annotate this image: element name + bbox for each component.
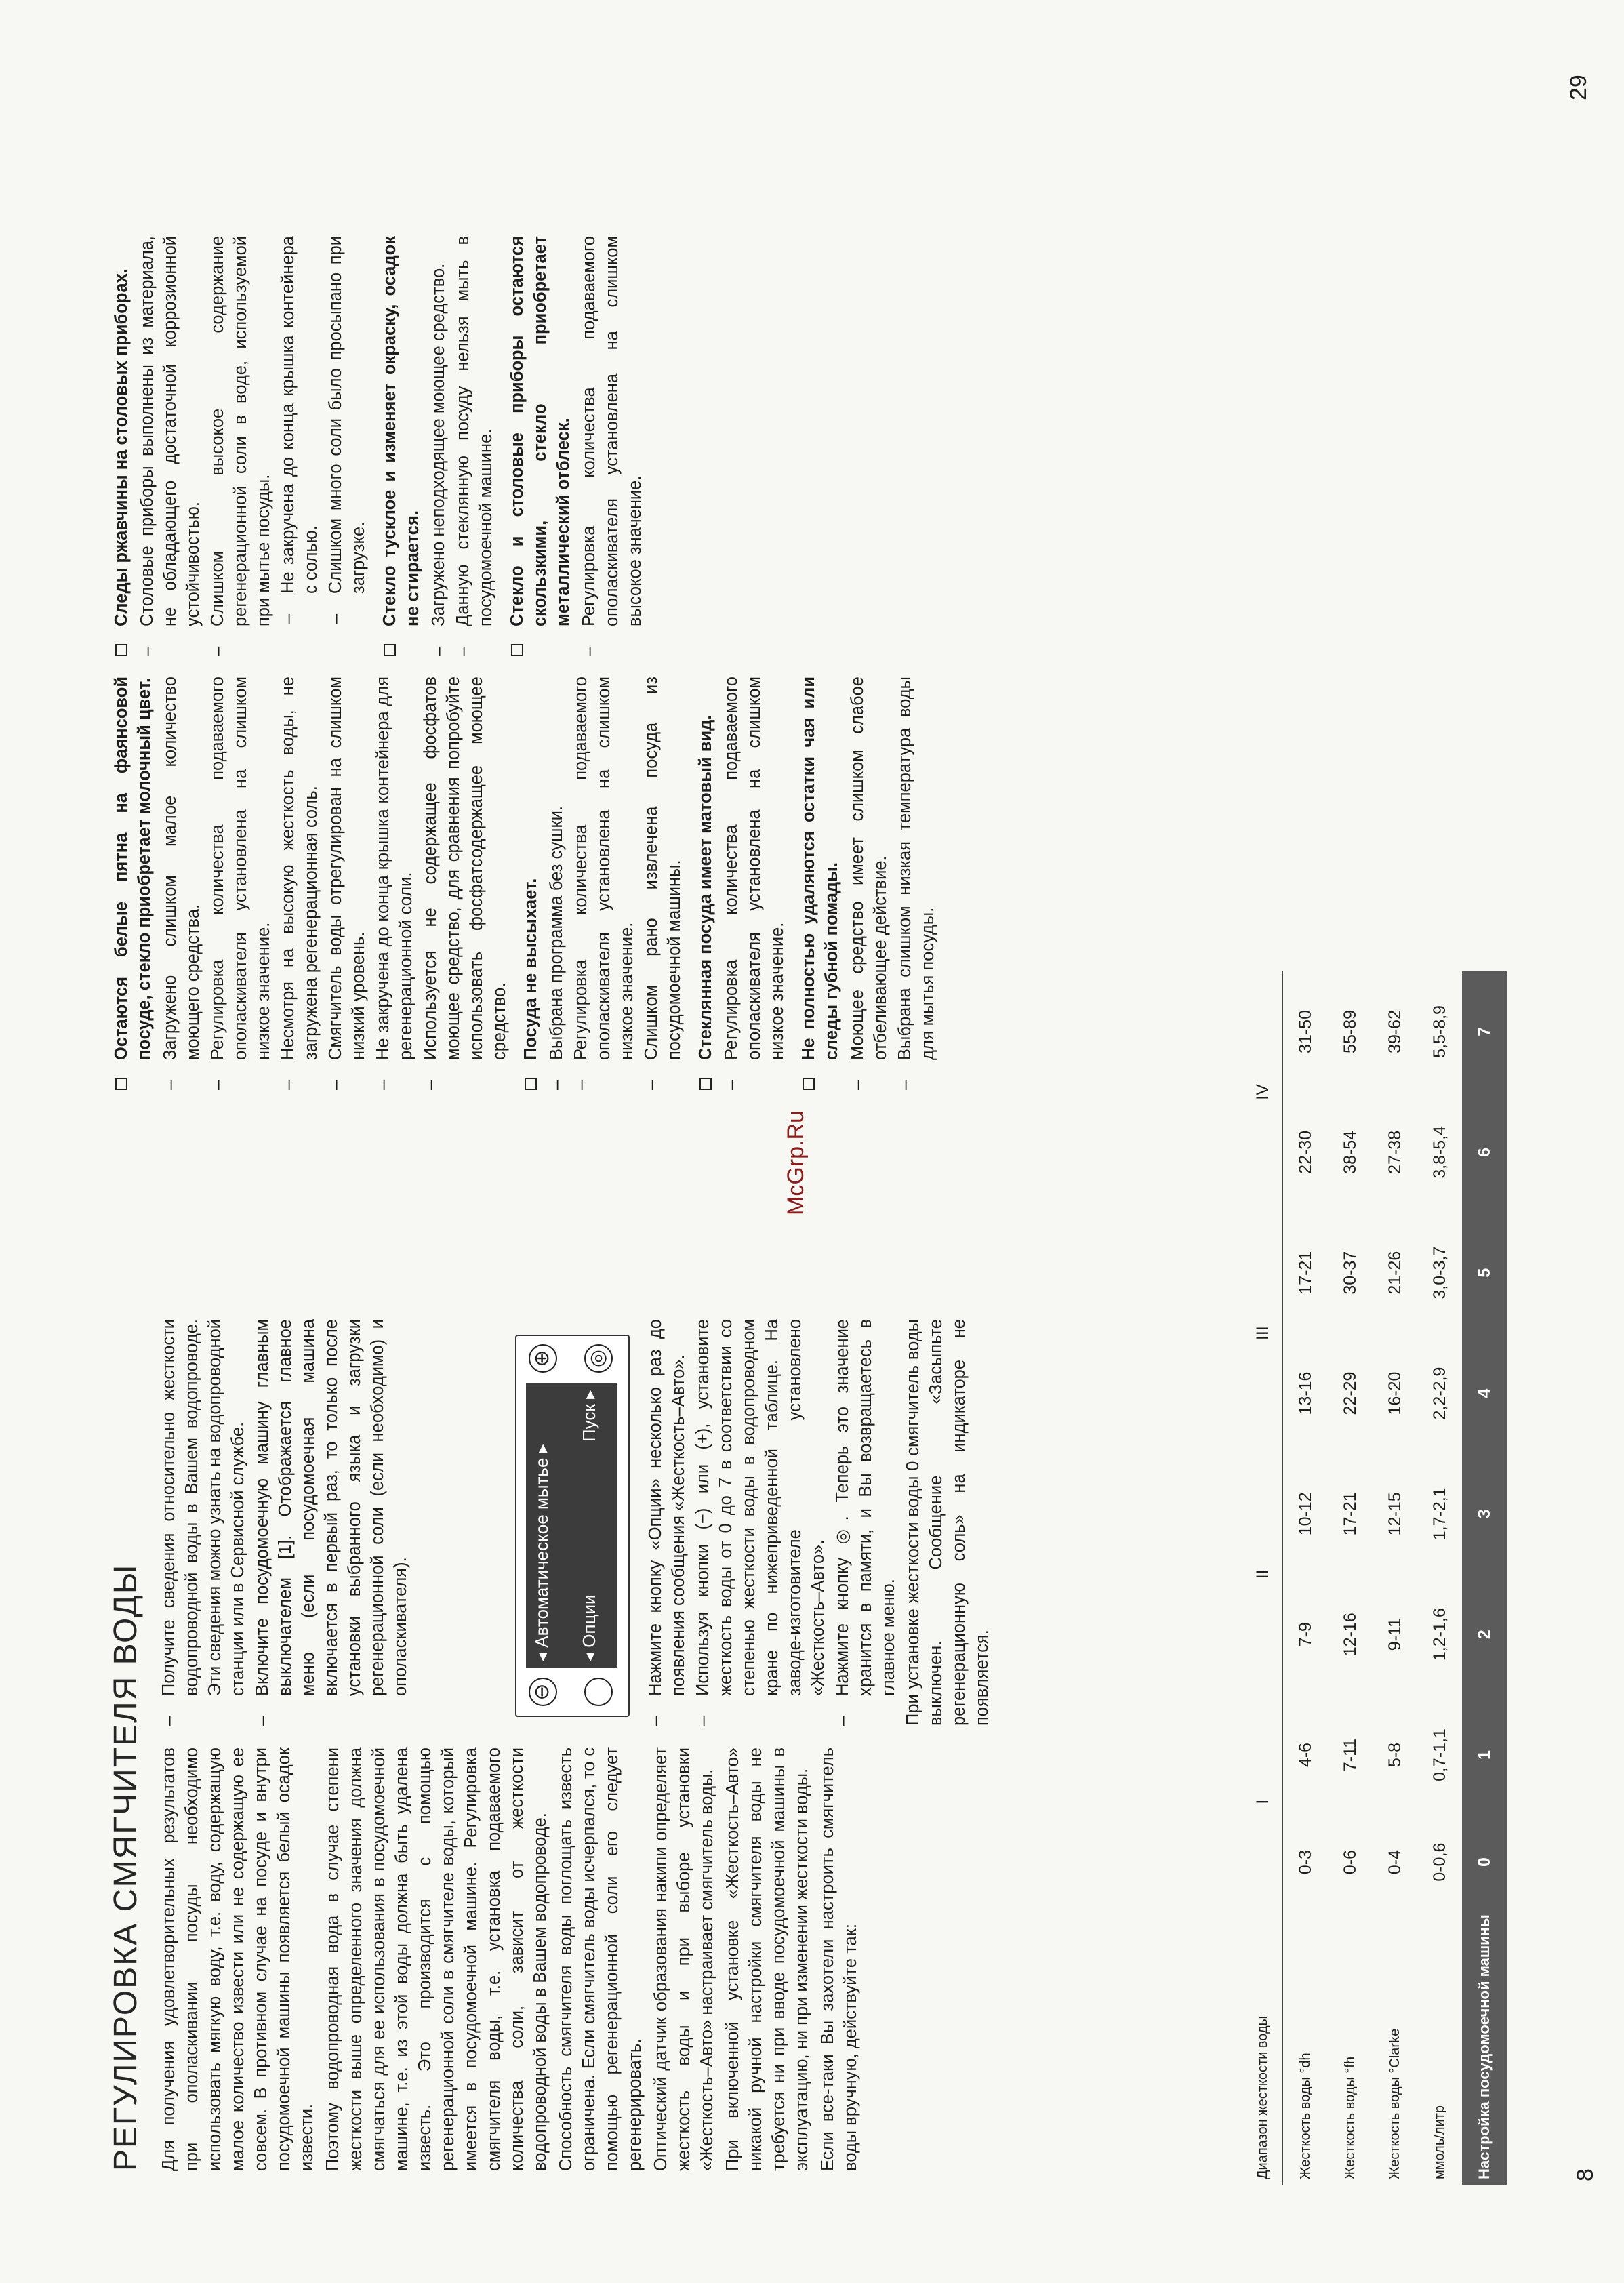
display-screen: ◂ Автоматическое мытье ▸ ◂ Опции Пуск ▸: [526, 1383, 617, 1668]
problem-heading: Стекло и столовые приборы остаются скользкими, стекло приобретает металлический отблеск.: [506, 236, 575, 656]
setting-value: 7: [1462, 971, 1507, 1092]
table-cell: 7-9: [1295, 1622, 1315, 1647]
setting-value: 5: [1462, 1213, 1507, 1333]
row-label: Жесткость воды °dh: [1297, 2053, 1313, 2179]
table-cell: 0-6: [1340, 1850, 1360, 1875]
table-cell: 27-38: [1385, 1130, 1404, 1174]
cause-item: – Загружено неподходящее моющее средство.: [427, 236, 450, 656]
cause-item: – Несмотря на высокую жесткость воды, не загружена регенерационная соль.: [277, 676, 323, 1090]
table-row: [1373, 971, 1417, 2185]
settings-row: [1462, 971, 1507, 2185]
setting-value: 3: [1462, 1453, 1507, 1574]
instruction-step: – Нажмите кнопку «Опции» несколько раз до появления сообщения «Жесткость–Авто».: [644, 1319, 690, 1726]
options-button-icon: [584, 1678, 613, 1706]
table-header-label: Диапазон жесткости воды: [1244, 1909, 1282, 2185]
paragraph: При включенной установке «Жесткость–Авто» никакой ручной настройки смягчителя воды не требуется ни при вводе посудомоечной машины в эксплуатацию, ни при изменении жесткости воды.: [723, 1747, 811, 2171]
cause-item: – Используется не содержащее фосфатов моющее средство, для сравнения попробуйте использовать фосфатсодержащее моющее средство.: [419, 676, 511, 1090]
setting-value: 6: [1462, 1092, 1507, 1213]
note-paragraph: При установке жесткости воды 0 смягчитель воды выключен. Сообщение «Засыпьте регенерационную соль» на индикаторе не появляется.: [904, 1319, 992, 1726]
table-cell: 0-3: [1295, 1850, 1315, 1875]
plus-button-icon: ⊕: [529, 1344, 557, 1373]
paragraph: Если все-таки Вы захотели настроить смягчитель воды вручную, действуйте так:: [818, 1747, 860, 2171]
table-cell: 22-29: [1340, 1371, 1360, 1415]
setting-value: 4: [1462, 1333, 1507, 1454]
problem-heading: Следы ржавчины на столовых приборах.: [110, 236, 133, 656]
table-cell: 12-15: [1385, 1492, 1404, 1536]
troubleshooting-column-2: [102, 236, 648, 656]
cause-item: – Выбрана программа без сушки.: [545, 676, 568, 1090]
range-header: IV: [1244, 971, 1282, 1213]
page-number-right: 29: [1566, 75, 1591, 100]
cause-item: – Загружено слишком малое количество моющего средства.: [159, 676, 205, 1090]
range-header: I: [1244, 1695, 1282, 1909]
table-cell: 30-37: [1340, 1251, 1360, 1295]
troubleshooting-column-1: [102, 676, 941, 1090]
table-cell: 22-30: [1295, 1130, 1315, 1174]
table-cell: 2,2-2,9: [1429, 1367, 1449, 1420]
display-options: Опции: [579, 1594, 599, 1648]
page-title: РЕГУЛИРОВКА СМЯГЧИТЕЛЯ ВОДЫ: [108, 1563, 144, 2171]
cause-item: – Регулировка количества подаваемого ополаскивателя установлена на слишком высокое значение.: [577, 236, 647, 656]
table-cell: 10-12: [1295, 1492, 1315, 1536]
table-cell: 1,2-1,6: [1429, 1608, 1449, 1661]
instructions-column: [157, 1319, 413, 1726]
instruction-step: – Включите посудомоечную машину главным выключателем [1]. Отображается главное меню (если посудомоечная машина включается в первый раз, то только после установки выбранного языка и загрузки регенерационной соли (если необходимо) и ополаскивателя).: [251, 1319, 412, 1726]
table-cell: 38-54: [1340, 1130, 1360, 1174]
table-row: [1328, 971, 1373, 2185]
cause-item: – Слишком высокое содержание регенерационной соли в воде, используемой при мытье посуды.: [206, 236, 275, 656]
table-cell: 9-11: [1385, 1618, 1404, 1651]
paragraph: Способность смягчителя воды поглощать известь ограничена. Если смягчитель воды исчерпался, то с помощью регенерационной соли его следует регенерировать.: [556, 1747, 645, 2171]
table-cell: 12-16: [1340, 1613, 1360, 1657]
row-label: Жесткость воды °fh: [1342, 2056, 1358, 2179]
paragraph: Для получения удовлетворительных результатов при ополаскивании посуды необходимо использовать мягкую воду, т.е. воду, содержащую малое количество извести или не содержащую ее совсем. В противном случае на посуде и внутри посудомоечной машины появляется белый осадок извести.: [159, 1747, 317, 2171]
table-cell: 0,7-1,1: [1429, 1729, 1449, 1781]
cause-item: – Слишком рано извлечена посуда из посудомоечной машины.: [640, 676, 686, 1090]
table-cell: 5-8: [1385, 1742, 1404, 1768]
table-cell: 17-21: [1295, 1251, 1315, 1295]
table-cell: 3,0-3,7: [1429, 1246, 1449, 1299]
table-cell: 3,8-5,4: [1429, 1125, 1449, 1179]
display-start: Пуск: [579, 1404, 599, 1442]
cause-item: – Регулировка количества подаваемого ополаскивателя установлена на слишком низкое значение.: [720, 676, 789, 1090]
problem-heading: Остаются белые пятна на фаянсовой посуде, стекло приобретает молочный цвет.: [110, 676, 156, 1090]
table-cell: 7-11: [1340, 1738, 1360, 1772]
range-header: II: [1244, 1453, 1282, 1695]
cause-item: – Слишком много соли было просыпано при загрузке.: [324, 236, 370, 656]
problem-heading: Стеклянная посуда имеет матовый вид.: [694, 676, 717, 1090]
cause-item: – Столовые приборы выполнены из материала, не обладающего достаточной коррозионной устойчивостью.: [136, 236, 205, 656]
settings-label: Настройка посудомоечной машины: [1462, 1909, 1507, 2185]
control-panel-illustration: [515, 1335, 630, 1717]
range-header: III: [1244, 1213, 1282, 1454]
row-label: ммоль/литр: [1432, 2105, 1447, 2179]
table-cell: 31-50: [1295, 1010, 1315, 1053]
page-number-left: 8: [1572, 2168, 1598, 2181]
cause-item: – Регулировка количества подаваемого ополаскивателя установлена на слишком низкое значение.: [206, 676, 275, 1090]
cause-item: – Не закручена до конца крышка контейнера для регенерационной соли.: [371, 676, 418, 1090]
table-cell: 0-4: [1385, 1850, 1404, 1875]
table-cell: 21-26: [1385, 1251, 1404, 1295]
setting-value: 2: [1462, 1574, 1507, 1695]
problem-heading: Стекло тусклое и изменяет окраску, осадок не стирается.: [378, 236, 424, 656]
table-cell: 16-20: [1385, 1371, 1404, 1415]
table-cell: 13-16: [1295, 1371, 1315, 1415]
cause-item: – Регулировка количества подаваемого ополаскивателя установлена на слишком низкое значение.: [569, 676, 638, 1090]
ok-button-icon: ◎: [584, 1344, 613, 1373]
instructions-column-2: [644, 1319, 996, 1726]
paragraph: Оптический датчик образования накипи определяет жесткость воды и при выборе установки «Жесткость–Авто» настраивает смягчитель воды.: [651, 1747, 716, 2171]
table-cell: 0-0,6: [1429, 1842, 1449, 1882]
setting-value: 0: [1462, 1815, 1507, 1909]
row-label: Жесткость воды °Clarke: [1387, 2028, 1402, 2179]
instruction-step: – Нажмите кнопку ◎. Теперь это значение хранится в памяти, и Вы возвращаетесь в главное меню.: [831, 1319, 900, 1726]
table-cell: 55-89: [1340, 1010, 1360, 1053]
setting-value: 1: [1462, 1695, 1507, 1815]
problem-heading: Не полностью удаляются остатки чая или следы губной помады.: [797, 676, 843, 1090]
table-row: [1417, 971, 1462, 2185]
instruction-step: – Получите сведения относительно жесткости водопроводной воды в Вашем водопроводе. Эти сведения можно узнать на водопроводной станции или в Сервисной службе.: [157, 1319, 249, 1726]
table-cell: 17-21: [1340, 1492, 1360, 1536]
paragraph: Поэтому водопроводная вода в случае степени жесткости выше определенного значения должна смягчаться для ее использования в посудомоечной машине, т.е. из этой воды должна быть удалена известь. Это производится с помощью регенерационной соли в смягчителе воды, который имеется в посудомоечной машине. Регулировка смягчителя воды, т.е. установка подаваемого количества соли, зависит от жесткости водопроводной воды в Вашем водопроводе.: [323, 1747, 550, 2171]
water-hardness-table: [1244, 971, 1507, 2185]
cause-item: – Моющее средство имеет слишком слабое отбеливающее действие.: [846, 676, 892, 1090]
table-header-row: [1244, 971, 1282, 2185]
table-row: [1282, 971, 1328, 2185]
watermark: McGrp.Ru: [783, 1110, 809, 1215]
table-cell: 5,5-8,9: [1429, 1005, 1449, 1058]
minus-button-icon: ⊖: [529, 1678, 557, 1706]
cause-item: – Не закручена до конца крышка контейнера с солью.: [277, 236, 323, 656]
intro-column: [157, 1747, 865, 2171]
table-cell: 4-6: [1295, 1742, 1315, 1768]
instruction-step: – Используя кнопки (−) или (+), установите жесткость воды от 0 до 7 в соответствии со степенью жесткости воды в водопроводном кране по нижеприведенной таблице. На заводе-изготовителе установлено «Жесткость–Авто».: [691, 1319, 830, 1726]
cause-item: – Выбрана слишком низкая температура воды для мытья посуды.: [893, 676, 939, 1090]
display-line-1: Автоматическое мытье: [531, 1457, 552, 1648]
cause-item: – Смягчитель воды отрегулирован на слишком низкий уровень.: [324, 676, 370, 1090]
table-cell: 39-62: [1385, 1010, 1404, 1053]
cause-item: – Данную стеклянную посуду нельзя мыть в посудомоечной машине.: [451, 236, 498, 656]
problem-heading: Посуда не высыхает.: [519, 676, 542, 1090]
table-cell: 1,7-2,1: [1429, 1487, 1449, 1541]
